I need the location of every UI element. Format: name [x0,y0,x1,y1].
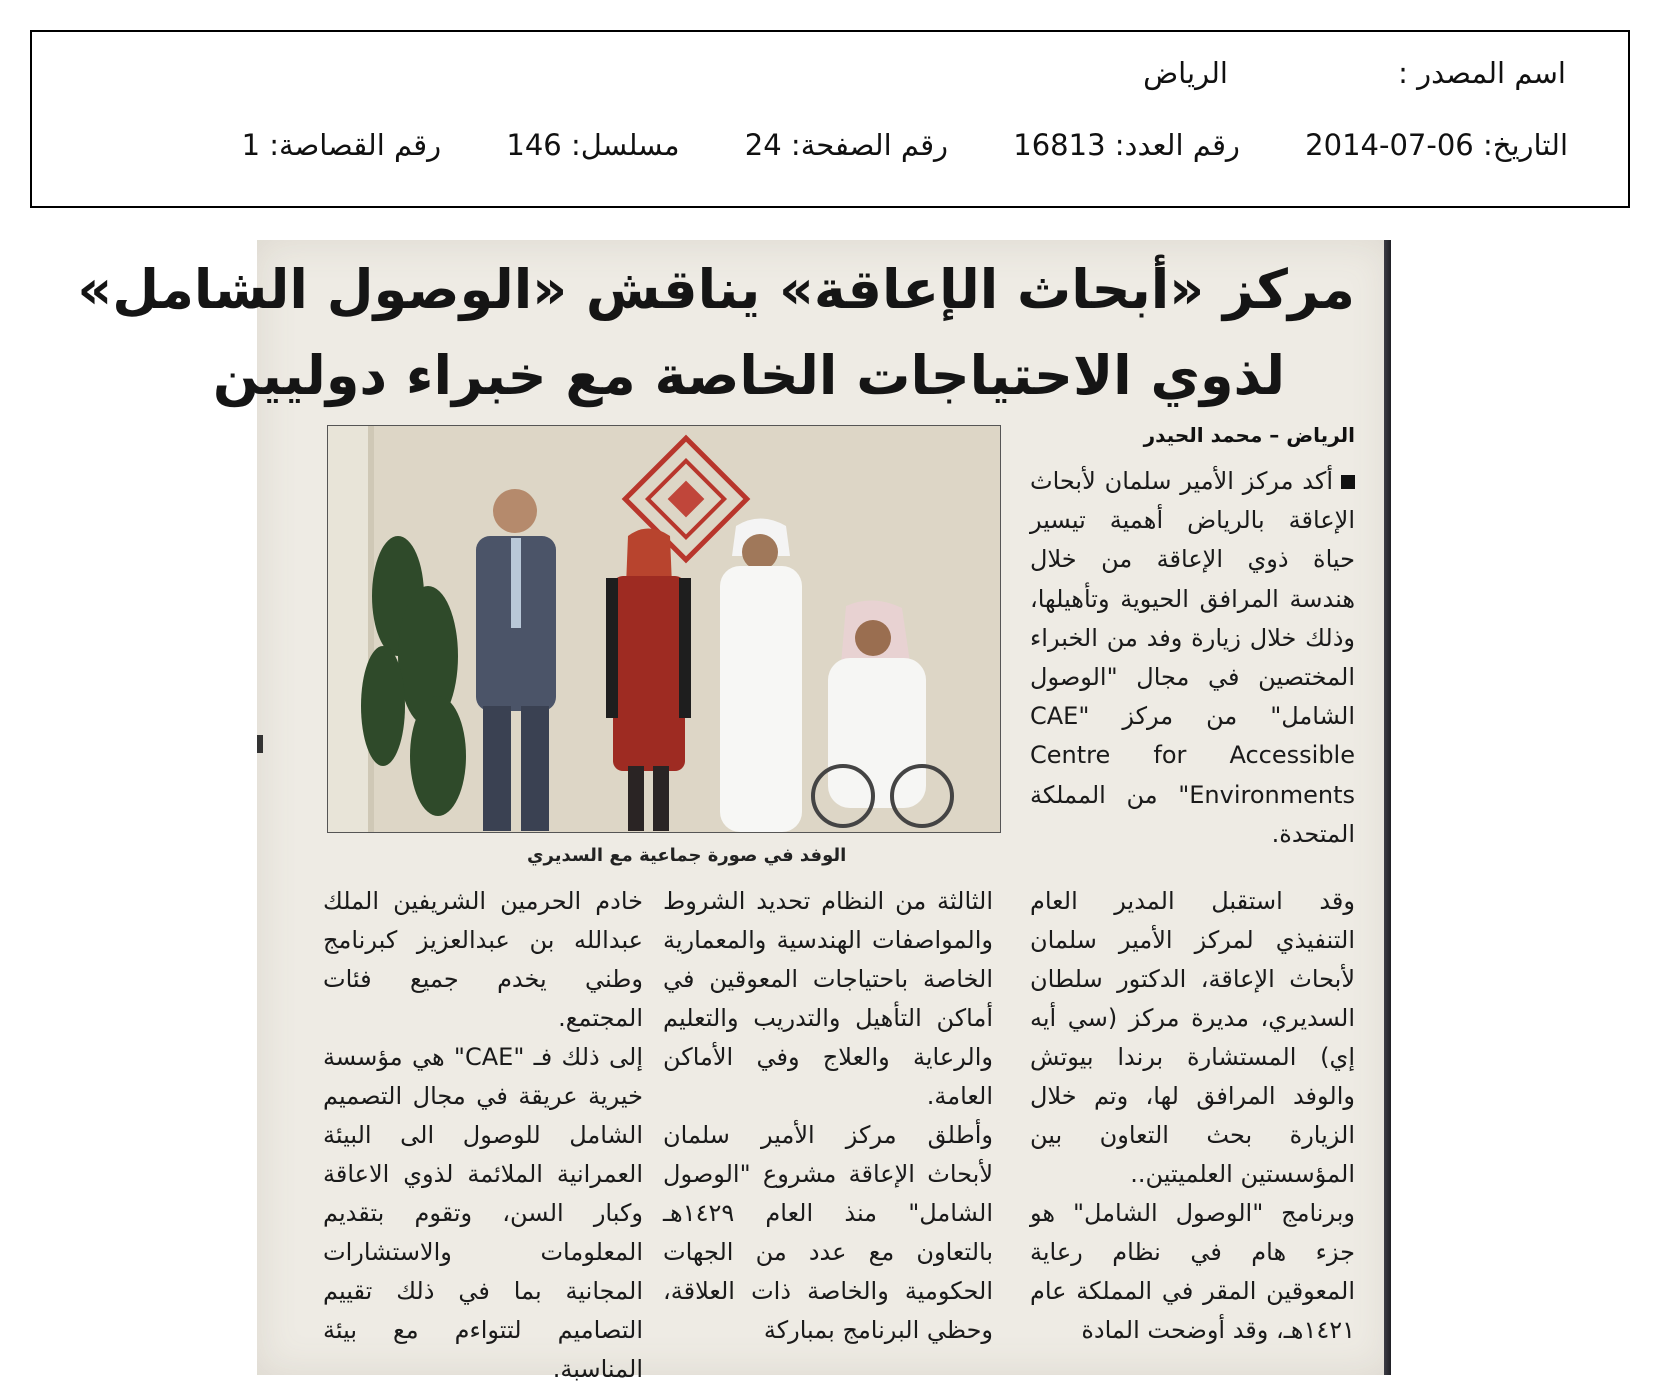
metadata-row [186,128,1568,162]
date-field: التاريخ: 06-07-2014 [1305,128,1568,162]
paragraph: وأطلق مركز الأمير سلمان لأبحاث الإعاقة مشروع "الوصول الشامل" منذ العام ١٤٢٩هـ بالتعاون مع عدد من الجهات الحكومية والخاصة ذات العلاقة، وحظي البرنامج بمباركة [663,1121,993,1344]
paragraph: الثالثة من النظام تحديد الشروط والمواصفات الهندسية والمعمارية الخاصة باحتياجات المعوقين في أماكن التأهيل والتدريب والتعليم والرعاية والعلاج وفي الأماكن العامة. [663,887,993,1110]
paragraph: أكد مركز الأمير سلمان لأبحاث الإعاقة بالرياض أهمية تيسير حياة ذوي الإعاقة من خلال هندسة المرافق الحيوية وتأهيلها، وذلك خلال زيارة وفد من الخبراء المختصين في مجال "الوصول الشامل" من مركز CAE" Centre for Accessible Environments" من المملكة المتحدة. [1030,467,1355,848]
headline-line-2: لذوي الاحتياجات الخاصة مع خبراء دوليين [212,344,1285,407]
page-number-field: رقم الصفحة: 24 [744,128,949,162]
paragraph: خادم الحرمين الشريفين الملك عبدالله بن عبدالعزيز كبرنامج وطني يخدم جميع فئات المجتمع. [323,887,643,1032]
scan-edge-mark [257,735,263,753]
clip-number-field: رقم القصاصة: 1 [241,128,442,162]
paragraph: وبرنامج "الوصول الشامل" هو جزء هام في نظام رعاية المعوقين المقر في المملكة عام ١٤٢١هـ، وقد أوضحت المادة [1030,1199,1355,1344]
bullet-square-icon [1341,475,1355,489]
headline-line-1: مركز «أبحاث الإعاقة» يناقش «الوصول الشامل» [77,258,1355,321]
photo-caption: الوفد في صورة جماعية مع السديري [527,845,847,866]
clipping-metadata-box [30,30,1630,208]
newspaper-clipping [77,240,1391,1383]
paragraph: إلى ذلك فـ "CAE" هي مؤسسة خيرية عريقة في مجال التصميم الشامل للوصول الى البيئة العمرانية الملائمة لذوي الاعاقة وكبار السن، وتقوم بتقديم المعلومات والاستشارات المجانية بما في ذلك تقييم التصاميم لتتواءم مع بيئة المناسبة. [323,1043,643,1383]
paragraph: وقد استقبل المدير العام التنفيذي لمركز الأمير سلمان لأبحاث الإعاقة، الدكتور سلطان السديري، مديرة مركز (سي أيه إي) المستشارة برندا بيوتش والوفد المرافق لها، وتم خلال الزيارة بحث التعاون بين المؤسستين العلميتين.. [1030,887,1355,1188]
group-photo [327,425,1001,833]
serial-field: مسلسل: 146 [506,128,680,162]
article-column-2 [663,882,993,1350]
article-column-3 [323,882,643,1389]
source-label: اسم المصدر : [1398,56,1566,90]
source-value: الرياض [1143,56,1228,90]
issue-number-field: رقم العدد: 16813 [1013,128,1240,162]
byline: الرياض – محمد الحيدر [1143,423,1355,447]
group-photo-illustration [328,426,1000,832]
article-column-1-bottom [1030,882,1355,1350]
article-column-1-top [1030,462,1355,854]
